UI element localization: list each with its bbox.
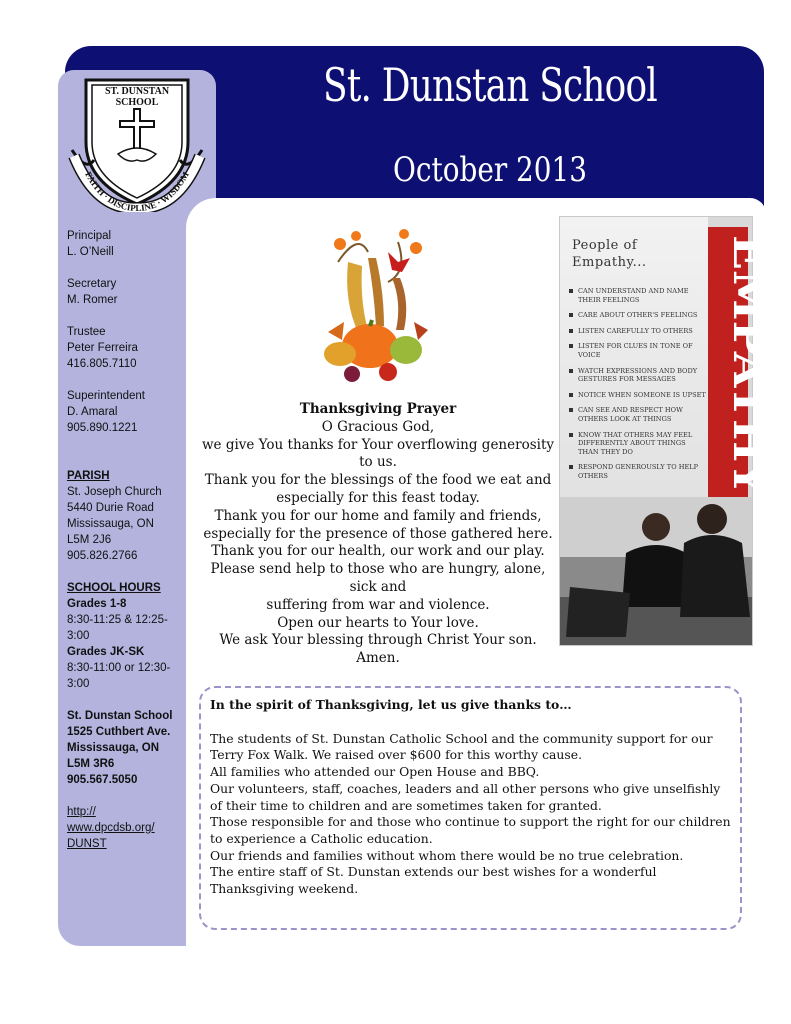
list-item: NOTICE WHEN SOMEONE IS UPSET xyxy=(568,391,708,400)
secretary-name: M. Romer xyxy=(67,294,118,306)
list-item: CARE ABOUT OTHER'S FEELINGS xyxy=(568,311,708,320)
thanks-section xyxy=(210,697,734,898)
list-item: CAN SEE AND RESPECT HOW OTHERS LOOK AT THINGS xyxy=(568,406,708,423)
svg-text:SCHOOL: SCHOOL xyxy=(115,97,159,108)
poster-heading: People of Empathy... xyxy=(572,238,647,270)
parish-name: St. Joseph Church xyxy=(67,486,162,498)
school-crest-logo xyxy=(66,72,208,212)
parish-postal: L5M 2J6 xyxy=(67,534,112,546)
thanks-paragraph: All families who attended our Open House and BBQ. xyxy=(210,764,540,780)
students-photo xyxy=(560,497,752,645)
trustee-name: Peter Ferreira xyxy=(67,342,138,354)
prayer-line: O Gracious God, xyxy=(321,418,435,435)
parish-city: Mississauga, ON xyxy=(67,518,154,530)
trustee-phone: 416.805.7110 xyxy=(67,358,137,370)
svg-text:EMPATHY: EMPATHY xyxy=(724,235,771,462)
school-website-link[interactable]: http:// www.dpcdsb.org/ DUNST xyxy=(67,806,155,850)
prayer-line: Thank you for our health, our work and our play. xyxy=(211,543,545,560)
principal-label: Principal xyxy=(67,230,112,242)
thanks-paragraph: The entire staff of St. Dunstan extends our best wishes for a wonderful Thanksgiving weekend. xyxy=(210,864,657,897)
prayer-line: Thank you for our home and family and friends, especially for the presence of those gathered here. xyxy=(203,507,553,542)
prayer-title: Thanksgiving Prayer xyxy=(299,401,457,417)
grades-18-label: Grades 1-8 xyxy=(67,598,127,610)
list-item: CAN UNDERSTAND AND NAME THEIR FEELINGS xyxy=(568,287,708,304)
grades-18-hours: 8:30-11:25 & 12:25-3:00 xyxy=(67,614,168,642)
newsletter-title: St. Dunstan School xyxy=(323,58,657,112)
empathy-poster xyxy=(559,216,771,646)
prayer-line: Thank you for the blessings of the food we eat and especially for this feast today. xyxy=(204,472,552,506)
svg-text:FAITH · DISCIPLINE · WISDOM: FAITH · DISCIPLINE · WISDOM xyxy=(83,169,191,212)
list-item: KNOW THAT OTHERS MAY FEEL DIFFERENTLY ABOUT THINGS THAN THEY DO xyxy=(568,431,708,457)
prayer-line: Please send help to those who are hungry, alone, sick and xyxy=(210,561,546,595)
parish-phone: 905.826.2766 xyxy=(67,550,138,562)
svg-text:ST. DUNSTAN: ST. DUNSTAN xyxy=(104,86,170,97)
thanksgiving-harvest-illustration xyxy=(318,222,434,388)
thanks-heading: In the spirit of Thanksgiving, let us give thanks to… xyxy=(210,697,572,712)
school-name: St. Dunstan School xyxy=(67,710,173,722)
superintendent-label: Superintendent xyxy=(67,390,146,402)
parish-street: 5440 Durie Road xyxy=(67,502,154,514)
thanks-paragraph: Our volunteers, staff, coaches, leaders and all other persons who give unselfishly of their time to children and are sometimes taken for granted. xyxy=(210,780,721,813)
school-postal: L5M 3R6 xyxy=(67,758,115,770)
secretary-label: Secretary xyxy=(67,278,117,290)
prayer-line: We ask Your blessing through Christ Your son. xyxy=(219,632,537,649)
empathy-list xyxy=(568,287,708,488)
trustee-label: Trustee xyxy=(67,326,106,338)
thanks-paragraph: Those responsible for and those who continue to support the right for our children to experience a Catholic education. xyxy=(210,814,731,846)
prayer-line: Open our hearts to Your love. xyxy=(277,614,479,631)
sidebar-contacts xyxy=(67,228,185,868)
prayer-line: we give You thanks for Your overflowing generosity to us. xyxy=(201,436,554,471)
parish-label: PARISH xyxy=(67,470,110,482)
list-item: LISTEN CAREFULLY TO OTHERS xyxy=(568,327,708,336)
prayer-line: suffering from war and violence. xyxy=(266,596,490,613)
school-phone: 905.567.5050 xyxy=(67,774,138,786)
list-item: RESPOND GENEROUSLY TO HELP OTHERS xyxy=(568,463,708,480)
list-item: LISTEN FOR CLUES IN TONE OF VOICE xyxy=(568,342,708,359)
superintendent-name: D. Amaral xyxy=(67,406,118,418)
newsletter-date: October 2013 xyxy=(393,150,587,190)
prayer-line: Amen. xyxy=(356,650,400,667)
grades-jk-label: Grades JK-SK xyxy=(67,646,145,658)
thanks-paragraph: Our friends and families without whom there would be no true celebration. xyxy=(210,847,684,863)
school-street: 1525 Cuthbert Ave. xyxy=(67,726,171,738)
thanksgiving-prayer xyxy=(196,401,560,668)
superintendent-phone: 905.890.1221 xyxy=(67,422,138,434)
principal-name: L. O’Neill xyxy=(67,246,114,258)
list-item: WATCH EXPRESSIONS AND BODY GESTURES FOR MESSAGES xyxy=(568,367,708,384)
grades-jk-hours: 8:30-11:00 or 12:30-3:00 xyxy=(67,662,171,690)
hours-label: SCHOOL HOURS xyxy=(67,582,161,594)
thanks-paragraph: The students of St. Dunstan Catholic School and the community support for our Terry Fox Walk. We raised over $600 for this worthy cause. xyxy=(210,730,713,763)
school-city: Mississauga, ON xyxy=(67,742,160,754)
